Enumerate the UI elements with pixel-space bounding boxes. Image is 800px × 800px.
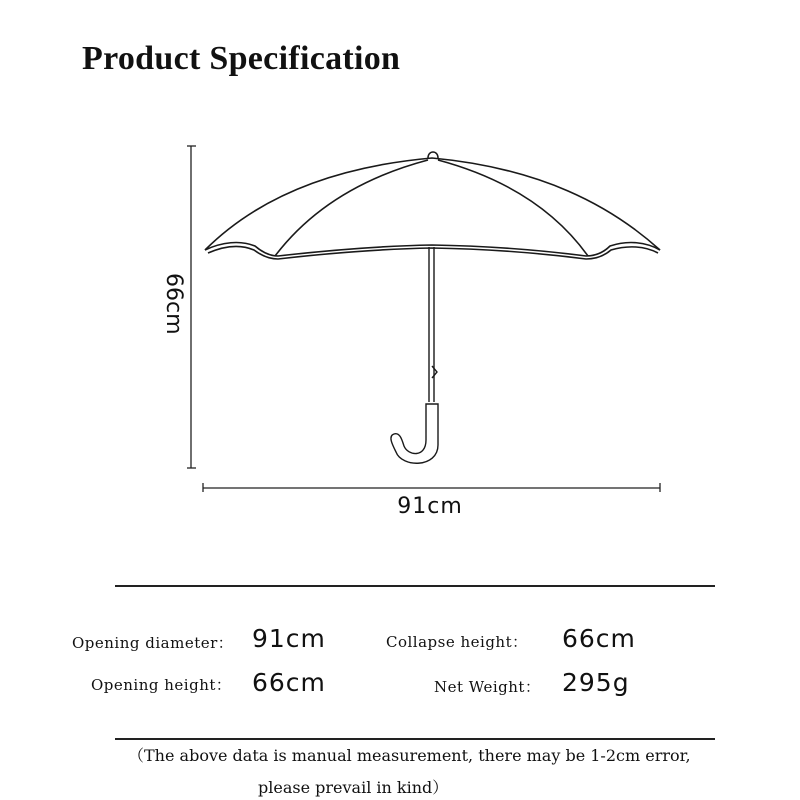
opening-height-label: Opening height： bbox=[91, 676, 232, 694]
measurement-note-line2: please prevail in kind） bbox=[258, 778, 449, 797]
collapse-height-value: 66cm bbox=[562, 624, 636, 653]
page-title: Product Specification bbox=[82, 40, 401, 77]
height-dimension-line bbox=[187, 146, 196, 468]
bottom-divider bbox=[115, 738, 715, 740]
width-dimension-label: 91cm bbox=[397, 494, 463, 519]
measurement-note-line1: （The above data is manual measurement, there may be 1-2cm error, bbox=[128, 746, 691, 765]
net-weight-value: 295g bbox=[562, 668, 630, 697]
collapse-height-label: Collapse height： bbox=[386, 633, 528, 651]
top-divider bbox=[115, 585, 715, 587]
opening-diameter-value: 91cm bbox=[252, 624, 326, 653]
width-dimension-line bbox=[203, 483, 660, 492]
opening-height-value: 66cm bbox=[252, 668, 326, 697]
umbrella-handle-icon bbox=[391, 247, 438, 463]
umbrella-icon bbox=[205, 152, 660, 259]
net-weight-label: Net Weight： bbox=[434, 678, 541, 696]
height-dimension-label: 66cm bbox=[161, 273, 186, 335]
opening-diameter-label: Opening diameter： bbox=[72, 634, 234, 652]
